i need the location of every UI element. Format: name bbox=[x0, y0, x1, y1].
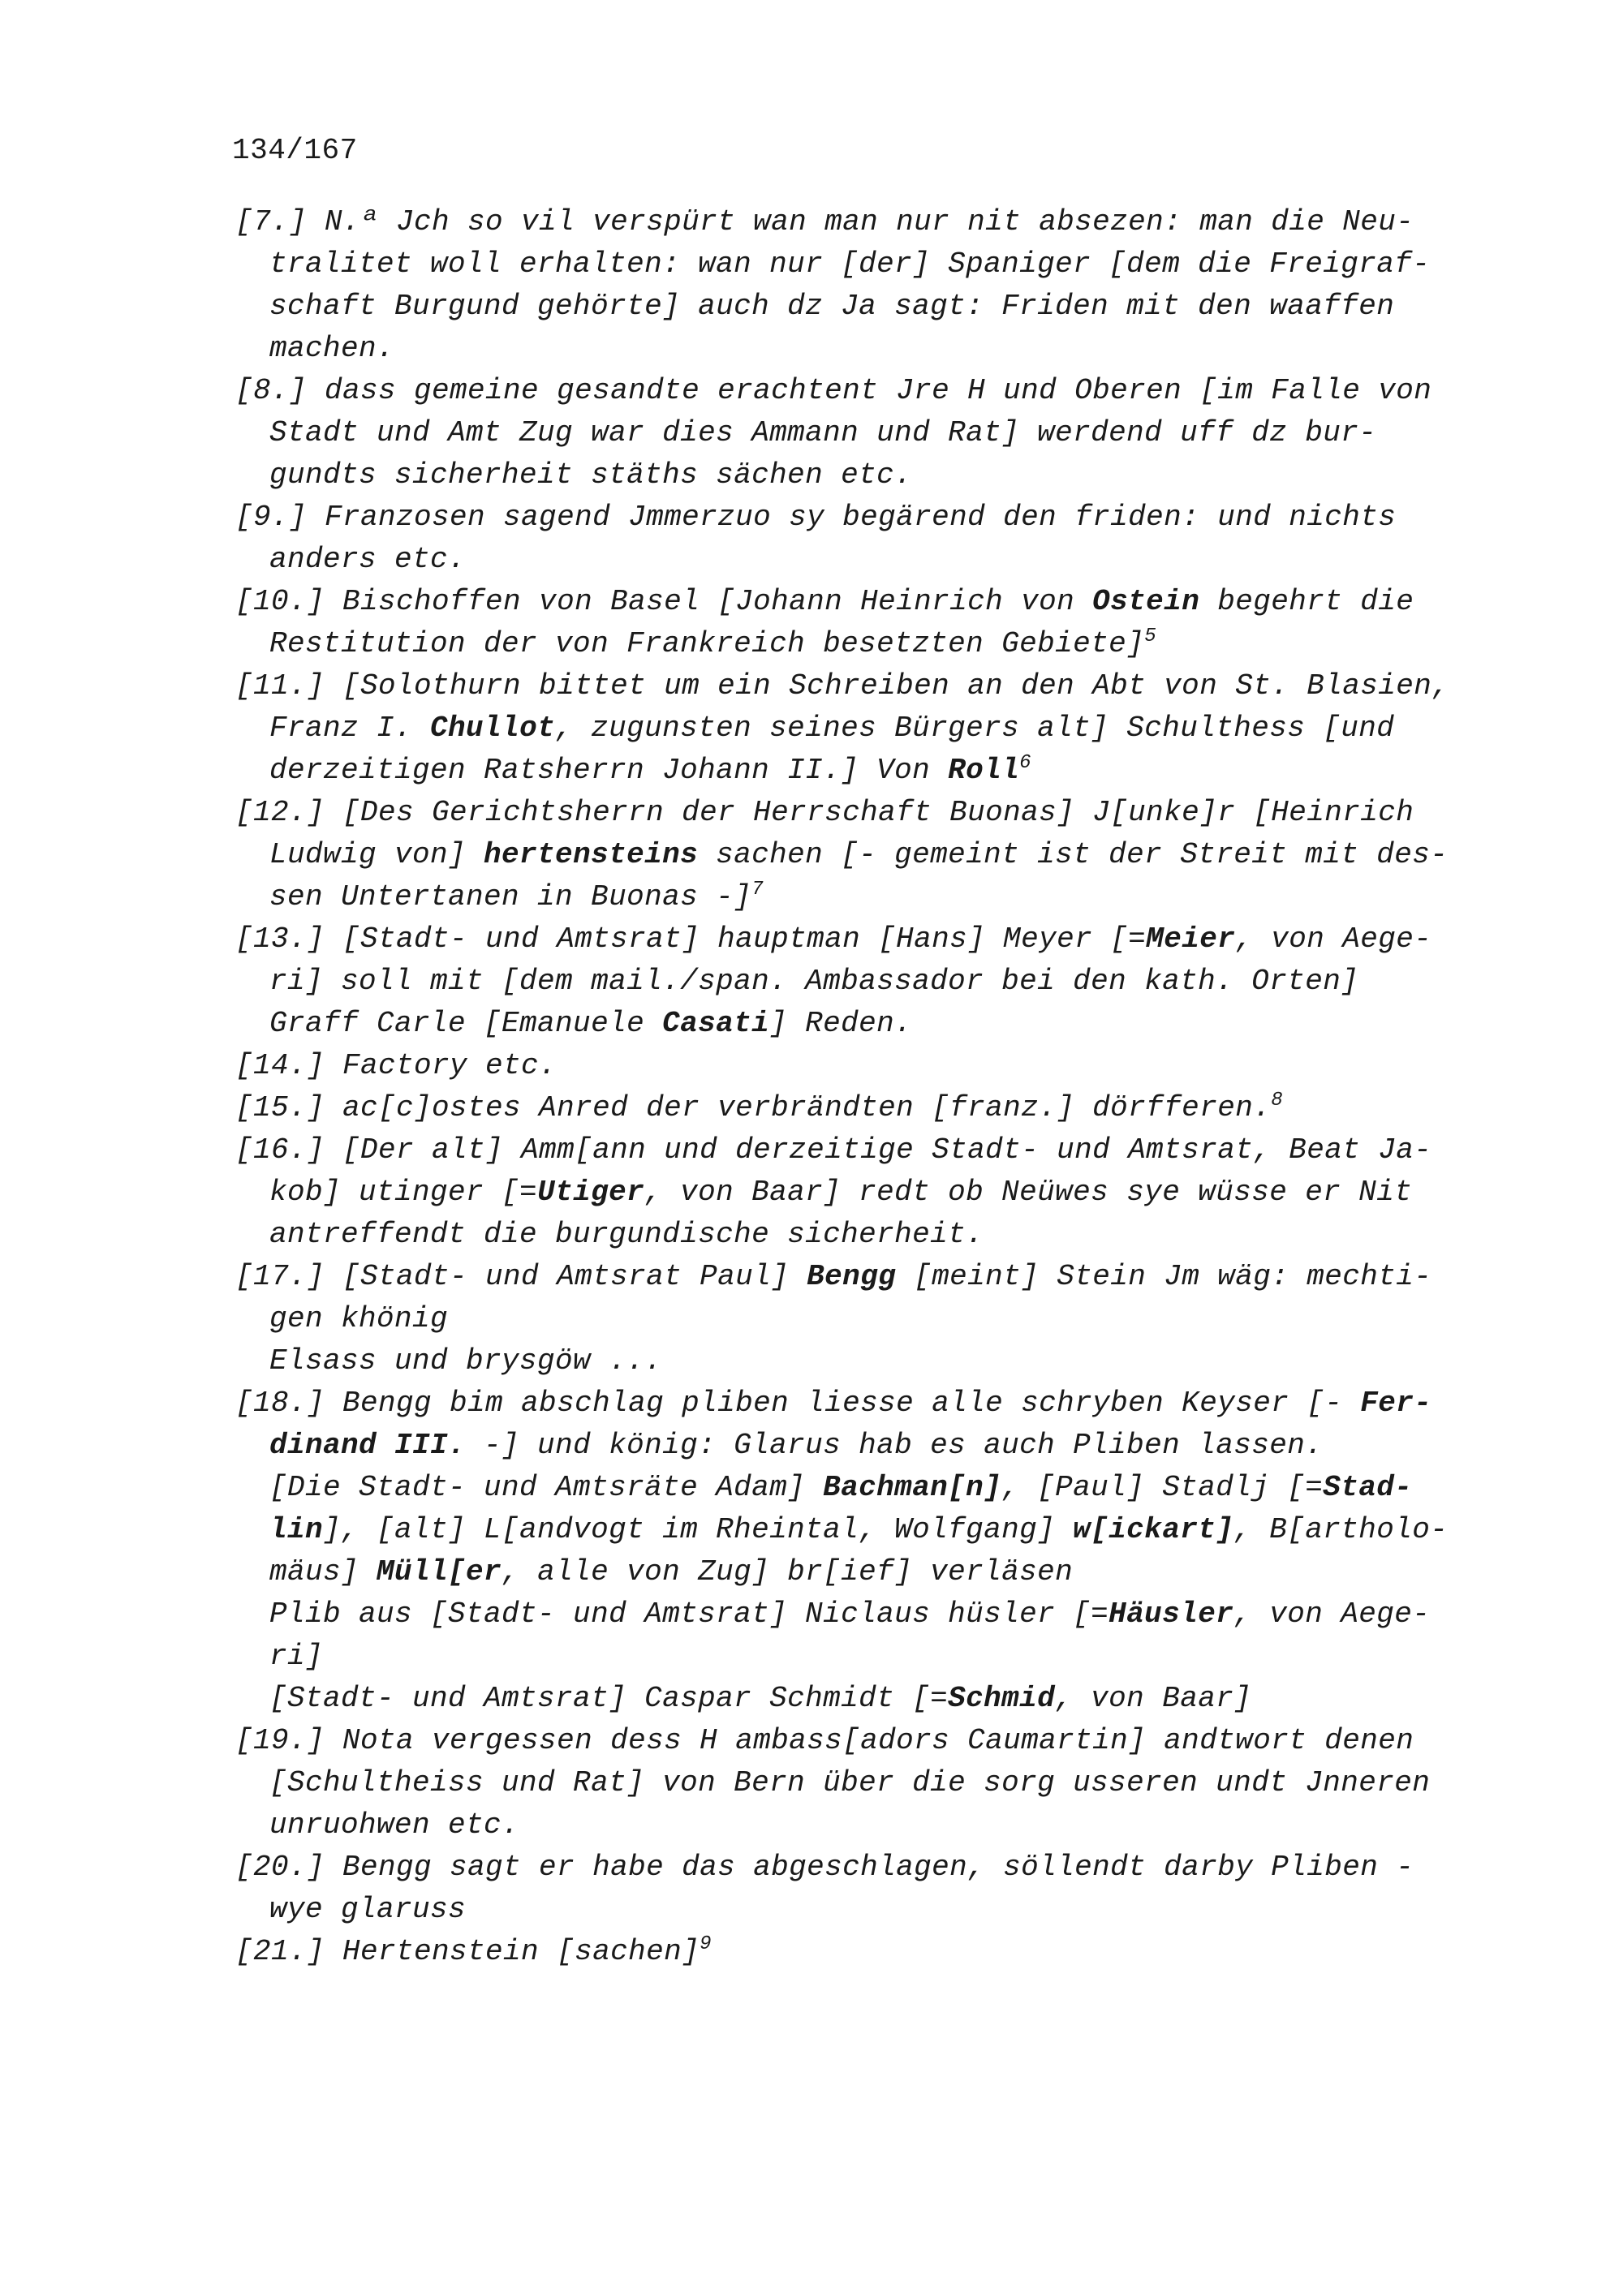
text-segment: kob] utinger [= bbox=[269, 1176, 538, 1209]
text-segment: Stadt und Amt Zug war dies Ammann und Rat] werdend uff dz bur- bbox=[269, 416, 1377, 449]
footnote-reference: 9 bbox=[700, 1933, 712, 1955]
entry-first-line bbox=[235, 1847, 1469, 1889]
entry-continuation-line bbox=[235, 1172, 1469, 1214]
entry-continuation-line bbox=[235, 1804, 1469, 1847]
entry-continuation-line bbox=[235, 1636, 1469, 1678]
emphasized-name: Casati bbox=[662, 1007, 770, 1040]
entry bbox=[235, 1720, 1469, 1847]
emphasized-name: Utiger bbox=[537, 1176, 645, 1209]
text-segment: gen khönig bbox=[269, 1302, 449, 1335]
footnote-reference: 5 bbox=[1144, 626, 1156, 647]
entry-continuation-line bbox=[235, 623, 1469, 665]
text-segment: [13.] [Stadt- und Amtsrat] hauptman [Hans] Meyer [= bbox=[235, 922, 1147, 956]
text-segment: Ludwig von] bbox=[269, 838, 484, 871]
entry-continuation-line bbox=[235, 1467, 1469, 1509]
emphasized-name: Bachman[n] bbox=[823, 1471, 1002, 1504]
entry-continuation-line bbox=[235, 750, 1469, 792]
text-segment: anders etc. bbox=[269, 543, 467, 576]
entry-list bbox=[235, 201, 1469, 1973]
text-segment: wye glaruss bbox=[269, 1893, 467, 1926]
emphasized-name: Häusler bbox=[1109, 1597, 1234, 1631]
entry-first-line bbox=[235, 1720, 1469, 1762]
text-segment: [7.] N.ª Jch so vil verspürt wan man nur nit absezen: man die Neu- bbox=[235, 205, 1414, 239]
emphasized-name: Ostein bbox=[1092, 585, 1200, 618]
text-segment: , von Aege- bbox=[1235, 922, 1432, 956]
text-segment: , von Baar] redt ob Neüwes sye wüsse er Nit bbox=[644, 1176, 1413, 1209]
emphasized-name: Müll[er bbox=[377, 1555, 502, 1589]
text-segment: [Schultheiss und Rat] von Bern über die sorg usseren undt Jnneren bbox=[269, 1766, 1431, 1799]
entry bbox=[235, 1045, 1469, 1087]
text-segment: [17.] [Stadt- und Amtsrat Paul] bbox=[235, 1260, 807, 1293]
text-segment: Graff Carle [Emanuele bbox=[269, 1007, 663, 1040]
entry-continuation-line bbox=[235, 1889, 1469, 1931]
text-segment: gundts sicherheit stäths sächen etc. bbox=[269, 458, 913, 492]
page-number: 134/167 bbox=[232, 134, 358, 167]
text-segment: , von Baar] bbox=[1055, 1682, 1252, 1715]
entry-continuation-line bbox=[235, 1509, 1469, 1551]
emphasized-name: Bengg bbox=[807, 1260, 897, 1293]
entry-continuation-line bbox=[235, 1003, 1469, 1045]
text-segment: [meint] Stein Jm wäg: mechti- bbox=[896, 1260, 1432, 1293]
emphasized-name: Stad- bbox=[1323, 1471, 1413, 1504]
emphasized-name: Schmid bbox=[948, 1682, 1056, 1715]
text-segment: unruohwen etc. bbox=[269, 1808, 520, 1842]
text-segment: , alle von Zug] br[ief] verläsen bbox=[502, 1555, 1074, 1589]
text-segment: sen Untertanen in Buonas -] bbox=[269, 880, 752, 914]
entry-continuation-line bbox=[235, 1425, 1469, 1467]
entry bbox=[235, 201, 1469, 370]
emphasized-name: Fer- bbox=[1360, 1387, 1432, 1420]
entry-continuation-line bbox=[235, 1298, 1469, 1340]
text-segment: [18.] Bengg bim abschlag pliben liesse alle schryben Keyser [- bbox=[235, 1387, 1361, 1420]
text-segment: Elsass und brysgöw ... bbox=[269, 1344, 663, 1378]
text-segment: [8.] dass gemeine gesandte erachtent Jre H und Oberen [im Falle von bbox=[235, 374, 1432, 407]
text-segment: begehrt die bbox=[1199, 585, 1414, 618]
text-segment: [14.] Factory etc. bbox=[235, 1049, 558, 1082]
entry-first-line bbox=[235, 1382, 1469, 1425]
entry-first-line bbox=[235, 792, 1469, 834]
text-segment: ], [alt] L[andvogt im Rheintal, Wolfgang] bbox=[323, 1513, 1074, 1546]
emphasized-name: lin bbox=[269, 1513, 324, 1546]
entry bbox=[235, 497, 1469, 581]
text-segment: tralitet woll erhalten: wan nur [der] Spaniger [dem die Freigraf- bbox=[269, 247, 1431, 281]
entry-continuation-line bbox=[235, 454, 1469, 497]
text-segment: [15.] ac[c]ostes Anred der verbrändten [franz.] dörfferen. bbox=[235, 1091, 1272, 1124]
entry-continuation-line bbox=[235, 328, 1469, 370]
text-segment: mäus] bbox=[269, 1555, 377, 1589]
text-segment: , B[artholo- bbox=[1233, 1513, 1449, 1546]
entry-first-line bbox=[235, 665, 1469, 707]
entry-first-line bbox=[235, 201, 1469, 243]
entry bbox=[235, 370, 1469, 497]
entry bbox=[235, 1256, 1469, 1382]
entry bbox=[235, 1847, 1469, 1931]
entry-first-line bbox=[235, 370, 1469, 412]
entry bbox=[235, 665, 1469, 792]
text-segment: [20.] Bengg sagt er habe das abgeschlagen, söllendt darby Pliben - bbox=[235, 1851, 1414, 1884]
entry-first-line bbox=[235, 581, 1469, 623]
emphasized-name: Chullot bbox=[430, 712, 556, 745]
text-segment: -] und könig: Glarus hab es auch Pliben lassen. bbox=[466, 1429, 1324, 1462]
entry bbox=[235, 1931, 1469, 1973]
entry-continuation-line bbox=[235, 1678, 1469, 1720]
text-segment: antreffendt die burgundische sicherheit. bbox=[269, 1218, 984, 1251]
text-segment: sachen [- gemeint ist der Streit mit des- bbox=[698, 838, 1449, 871]
text-segment: , von Aege- bbox=[1233, 1597, 1431, 1631]
entry-continuation-line bbox=[235, 1762, 1469, 1804]
entry-continuation-line bbox=[235, 876, 1469, 918]
entry-continuation-line bbox=[235, 412, 1469, 454]
emphasized-name: Meier bbox=[1146, 922, 1236, 956]
entry-continuation-line bbox=[235, 961, 1469, 1003]
entry-first-line bbox=[235, 918, 1469, 961]
entry-continuation-line bbox=[235, 286, 1469, 328]
text-segment: [9.] Franzosen sagend Jmmerzuo sy begärend den friden: und nichts bbox=[235, 501, 1397, 534]
text-segment: Restitution der von Frankreich besetzten Gebiete] bbox=[269, 627, 1145, 660]
text-segment: [19.] Nota vergessen dess H ambass[adors Caumartin] andtwort denen bbox=[235, 1724, 1414, 1757]
text-segment: ri] soll mit [dem mail./span. Ambassador bei den kath. Orten] bbox=[269, 965, 1359, 998]
entry-continuation-line bbox=[235, 707, 1469, 750]
entry-continuation-line bbox=[235, 1593, 1469, 1636]
entry-first-line bbox=[235, 1256, 1469, 1298]
text-segment: Franz I. bbox=[269, 712, 431, 745]
footnote-reference: 6 bbox=[1019, 752, 1031, 774]
entry bbox=[235, 1129, 1469, 1256]
text-segment: machen. bbox=[269, 332, 395, 365]
text-segment: ] Reden. bbox=[769, 1007, 913, 1040]
entry-continuation-line bbox=[235, 539, 1469, 581]
emphasized-name: hertensteins bbox=[484, 838, 699, 871]
text-segment: [11.] [Solothurn bittet um ein Schreiben an den Abt von St. Blasien, bbox=[235, 669, 1450, 703]
text-segment: , zugunsten seines Bürgers alt] Schulthess [und bbox=[555, 712, 1395, 745]
entry-first-line bbox=[235, 1045, 1469, 1087]
text-segment: ri] bbox=[269, 1640, 324, 1673]
entry-continuation-line bbox=[235, 834, 1469, 876]
entry bbox=[235, 1087, 1469, 1129]
entry bbox=[235, 918, 1469, 1045]
emphasized-name: dinand III. bbox=[269, 1429, 467, 1462]
emphasized-name: w[ickart] bbox=[1073, 1513, 1234, 1546]
text-segment: [16.] [Der alt] Amm[ann und derzeitige Stadt- und Amtsrat, Beat Ja- bbox=[235, 1133, 1432, 1167]
text-segment: [Stadt- und Amtsrat] Caspar Schmidt [= bbox=[269, 1682, 949, 1715]
entry-continuation-line bbox=[235, 1214, 1469, 1256]
text-segment: derzeitigen Ratsherrn Johann II.] Von bbox=[269, 754, 949, 787]
entry bbox=[235, 581, 1469, 665]
entry bbox=[235, 792, 1469, 918]
text-segment: [10.] Bischoffen von Basel [Johann Heinrich von bbox=[235, 585, 1093, 618]
footnote-reference: 7 bbox=[751, 879, 764, 901]
entry-first-line bbox=[235, 1129, 1469, 1172]
text-segment: [21.] Hertenstein [sachen] bbox=[235, 1935, 700, 1968]
footnote-reference: 8 bbox=[1271, 1090, 1284, 1111]
entry-continuation-line bbox=[235, 243, 1469, 286]
text-segment: schaft Burgund gehörte] auch dz Ja sagt: Friden mit den waaffen bbox=[269, 290, 1395, 323]
text-segment: [Die Stadt- und Amtsräte Adam] bbox=[269, 1471, 824, 1504]
entry-first-line bbox=[235, 1087, 1469, 1129]
entry-first-line bbox=[235, 1931, 1469, 1973]
entry-continuation-line bbox=[235, 1340, 1469, 1382]
text-segment: Plib aus [Stadt- und Amtsrat] Niclaus hüsler [= bbox=[269, 1597, 1109, 1631]
entry bbox=[235, 1382, 1469, 1720]
entry-first-line bbox=[235, 497, 1469, 539]
text-segment: , [Paul] Stadlj [= bbox=[1001, 1471, 1324, 1504]
entry-continuation-line bbox=[235, 1551, 1469, 1593]
emphasized-name: Roll bbox=[948, 754, 1020, 787]
text-segment: [12.] [Des Gerichtsherrn der Herrschaft Buonas] J[unke]r [Heinrich bbox=[235, 796, 1414, 829]
